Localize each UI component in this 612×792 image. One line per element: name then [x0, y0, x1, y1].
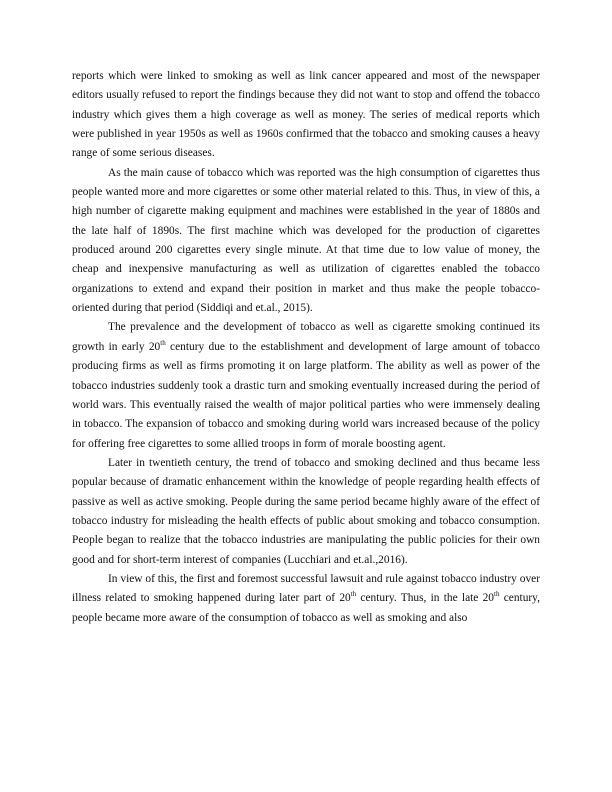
paragraph-3-text-b: century due to the establishment and development of large amount of tobacco producing firms as well as firms promoting it on large platform. The ability as well as power of the tobacco industries suddenly took a drastic turn and smoking eventually increased during the period of world wars. This eventually raised the wealth of major political parties who were immensely dealing in tobacco. The expansion of tobacco and smoking during world wars increased because of the policy for offering free cigarettes to some allied troops in form of morale boosting agent.: [72, 340, 541, 450]
superscript-th: th: [160, 339, 166, 348]
paragraph-2: As the main cause of tobacco which was reported was the high consumption of cigarettes thus people wanted more and more cigarettes or some other material related to this. Thus, in view of this, a high number of cigarette making equipment and machines were established in the year of 1880s and the late half of 1890s. The first machine which was developed for the production of cigarettes produced around 200 cigarettes every single minute. At that time due to low value of money, the cheap and inexpensive manufacturing as well as utilization of cigarettes enabled the tobacco organizations to extend and expand their position in market and thus make the people tobacco-oriented during that period (Siddiqi and et.al., 2015).: [72, 166, 540, 315]
paragraph-5-text-c: century, people became more aware of the consumption of tobacco as well as smoking and also: [72, 592, 540, 624]
superscript-th: th: [494, 590, 500, 599]
paragraph-1: reports which were linked to smoking as well as link cancer appeared and most of the newspaper editors usually refused to report the findings because they did not want to stop and offend the tobacco industry which gives them a high coverage as well as money. The series of medical reports which were published in year 1950s as well as 1960s confirmed that the tobacco and smoking causes a heavy range of some serious diseases.: [72, 70, 540, 160]
paragraph-5: [72, 570, 540, 628]
paragraph-3: [72, 318, 540, 453]
paragraph-4: Later in twentieth century, the trend of tobacco and smoking declined and thus became less popular because of dramatic enhancement within the knowledge of people regarding health effects of passive as well as active smoking. People during the same period became highly aware of the effect of tobacco industry for misleading the health effects of public about smoking and tobacco consumption. People began to realize that the tobacco industries are manipulating the public policies for their own good and for short-term interest of companies (Lucchiari and et.al.,2016).: [72, 456, 540, 566]
document-page: [72, 67, 540, 628]
paragraph-3-text-a: The prevalence and the development of tobacco as well as cigarette smoking continued its growth in early 20: [72, 321, 540, 353]
paragraph-5-text-b: century. Thus, in the late 20: [356, 592, 495, 605]
paragraph-5-text-a: In view of this, the first and foremost successful lawsuit and rule against tobacco industry over illness related to smoking happened during later part of 20: [72, 572, 540, 605]
superscript-th: th: [350, 590, 357, 599]
